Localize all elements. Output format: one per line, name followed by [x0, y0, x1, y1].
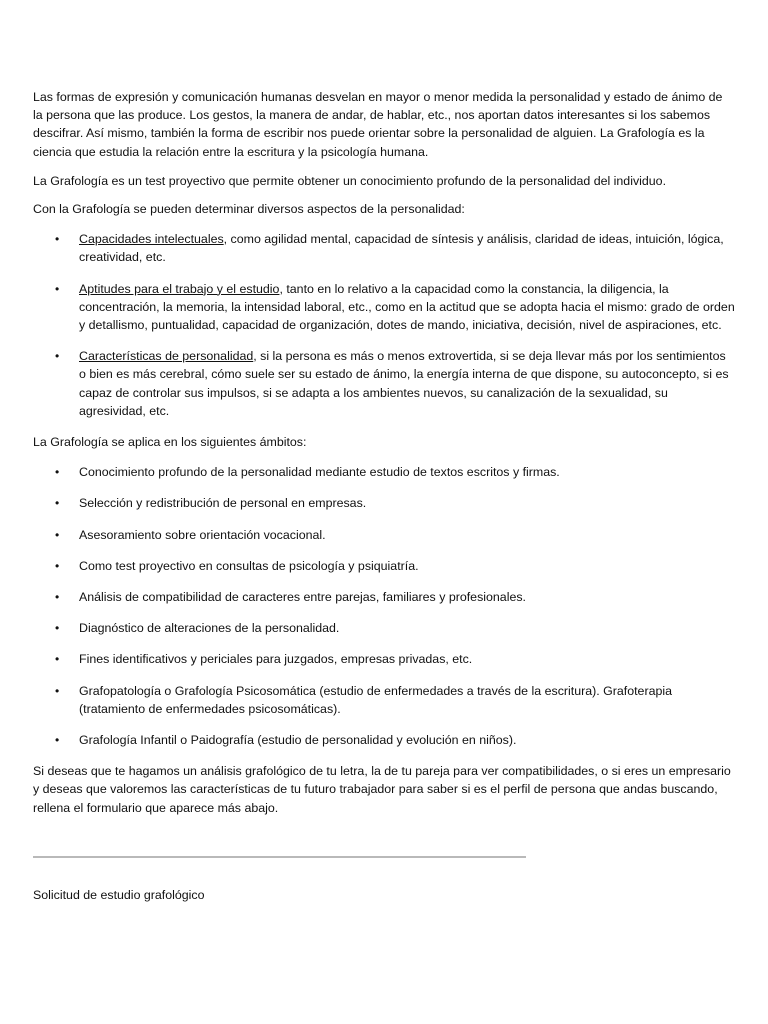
- list-item: [33, 682, 735, 718]
- document-body: [33, 88, 735, 817]
- aspect-label: Capacidades intelectuales: [79, 232, 224, 247]
- aspect-text: , tanto en lo relativo a la capacidad como la constancia, la diligencia, la concentración, la memoria, la intensidad laboral, etc., como en la actitud que se adopta hacia el mismo: grado de orden y detallismo, puntualidad, capacidad de organización, dotes de mando, iniciativa, decisión, nivel de aspiraciones, etc.: [79, 281, 735, 333]
- fields-list: [33, 463, 735, 749]
- aspect-label: Aptitudes para el trabajo y el estudio: [79, 281, 280, 296]
- bullet-icon: •: [55, 232, 60, 247]
- aspect-label: Características de personalidad: [79, 349, 254, 364]
- list-item: [33, 230, 735, 266]
- bullet-icon: •: [55, 652, 60, 667]
- field-text: Selección y redistribución de personal en empresas.: [79, 496, 367, 511]
- bullet-icon: •: [55, 496, 60, 511]
- list-item: [33, 494, 735, 512]
- field-text: Asesoramiento sobre orientación vocacional.: [79, 527, 326, 542]
- fields-lead: La Grafología se aplica en los siguientes ámbitos:: [33, 435, 307, 450]
- field-text: Grafopatología o Grafología Psicosomática (estudio de enfermedades a través de la escritura). Grafoterapia (tratamiento de enfermedades psicosomáticas).: [79, 683, 673, 716]
- bullet-icon: •: [55, 733, 60, 748]
- bullet-icon: •: [55, 281, 60, 296]
- bullet-icon: •: [55, 621, 60, 636]
- aspect-text: , como agilidad mental, capacidad de síntesis y análisis, claridad de ideas, intuición, lógica, creatividad, etc.: [79, 232, 724, 265]
- aspect-text: , si la persona es más o menos extrovertida, si se deja llevar más por los sentimientos o bien es más cerebral, cómo suele ser su estado de ánimo, la energía interna de que dispone, su autoconcepto, si es capaz de controlar sus impulsos, si se adapta a los ambientes nuevos, su canalización de la sexualidad, su agresividad, etc.: [79, 349, 729, 418]
- aspects-lead: Con la Grafología se pueden determinar diversos aspectos de la personalidad:: [33, 202, 465, 217]
- bullet-icon: •: [55, 527, 60, 542]
- bullet-icon: •: [55, 590, 60, 605]
- field-text: Grafología Infantil o Paidografía (estudio de personalidad y evolución en niños).: [79, 733, 517, 748]
- closing-paragraph: Si deseas que te hagamos un análisis grafológico de tu letra, la de tu pareja para ver compatibilidades, o si eres un empresario y deseas que valoremos las características de tu futuro trabajador para saber si es el perfil de persona que andas buscando, rellena el formulario que aparece más abajo.: [33, 764, 731, 815]
- list-item: [33, 526, 735, 544]
- field-text: Fines identificativos y periciales para juzgados, empresas privadas, etc.: [79, 652, 473, 667]
- aspects-list: [33, 230, 735, 420]
- list-item: [33, 557, 735, 575]
- list-item: [33, 588, 735, 606]
- bullet-icon: •: [55, 349, 60, 364]
- field-text: Diagnóstico de alteraciones de la personalidad.: [79, 621, 340, 636]
- horizontal-divider: [33, 856, 526, 858]
- list-item: [33, 731, 735, 749]
- list-item: [33, 280, 735, 335]
- form-title: Solicitud de estudio grafológico: [33, 888, 205, 902]
- projective-paragraph: La Grafología es un test proyectivo que permite obtener un conocimiento profundo de la personalidad del individuo.: [33, 173, 667, 188]
- list-item: [33, 347, 735, 420]
- bullet-icon: •: [55, 683, 60, 698]
- field-text: Como test proyectivo en consultas de psicología y psiquiatría.: [79, 558, 419, 573]
- list-item: [33, 650, 735, 668]
- list-item: [33, 463, 735, 481]
- bullet-icon: •: [55, 558, 60, 573]
- field-text: Análisis de compatibilidad de caracteres entre parejas, familiares y profesionales.: [79, 590, 526, 605]
- list-item: [33, 619, 735, 637]
- bullet-icon: •: [55, 465, 60, 480]
- field-text: Conocimiento profundo de la personalidad mediante estudio de textos escritos y firmas.: [79, 465, 560, 480]
- intro-paragraph: Las formas de expresión y comunicación humanas desvelan en mayor o menor medida la personalidad y estado de ánimo de la persona que las produce. Los gestos, la manera de andar, de hablar, etc., nos aportan datos interesantes si los sabemos descifrar. Así mismo, también la forma de escribir nos puede orientar sobre la personalidad de alguien. La Grafología es la ciencia que estudia la relación entre la escritura y la psicología humana.: [33, 90, 723, 159]
